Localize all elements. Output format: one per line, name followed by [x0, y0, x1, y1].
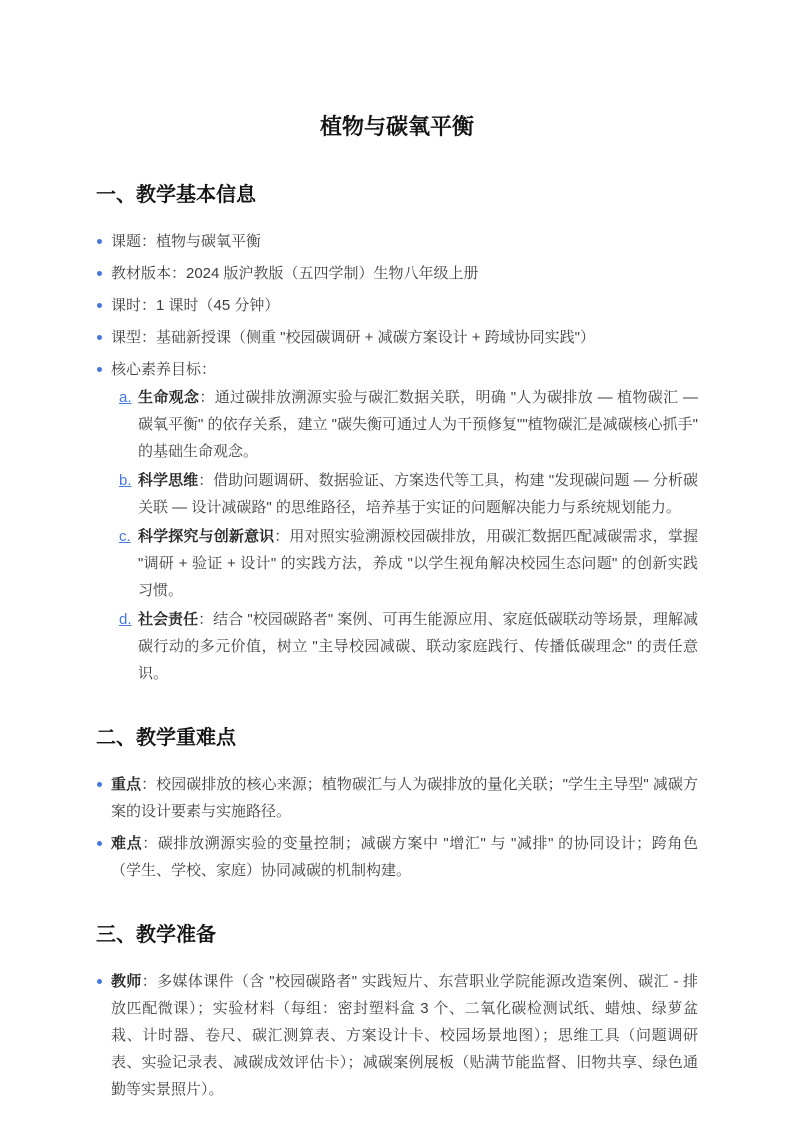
list-item-duration: [96, 292, 698, 319]
page-title: 植物与碳氧平衡: [319, 114, 474, 139]
list-item-text: 教材版本：2024 版沪教版（五四学制）生物八年级上册: [111, 265, 479, 282]
goal-marker: c.: [119, 528, 131, 545]
list-item-core-goals: [96, 356, 698, 687]
list-item-difficult-point: [96, 830, 698, 884]
core-goals-list: [111, 384, 698, 687]
list-item-text: 课时：1 课时（45 分钟）: [111, 297, 280, 314]
list-item-key-point: [96, 771, 698, 825]
item-text: ：碳排放溯源实验的变量控制；减碳方案中 "增汇" 与 "减排" 的协同设计；跨角色（学生、学校、家庭）协同减碳的机制构建。: [111, 835, 698, 879]
bullet-icon: [97, 979, 102, 984]
goal-marker: a.: [119, 389, 132, 406]
goal-marker: b.: [119, 472, 132, 489]
goal-item-life-concept: [111, 384, 698, 465]
bullet-icon: [97, 303, 102, 308]
bullet-icon: [97, 239, 102, 244]
basic-info-list: [96, 228, 698, 687]
list-item-text: 课型：基础新授课（侧重 "校园碳调研 + 减碳方案设计 + 跨域协同实践"）: [111, 329, 596, 346]
goal-label: 科学思维: [138, 472, 199, 489]
list-item-lesson-type: [96, 324, 698, 351]
item-text: ：多媒体课件（含 "校园碳路者" 实践短片、东营职业学院能源改造案例、碳汇 - 排放匹配微课）；实验材料（每组：密封塑料盒 3 个、二氧化碳检测试纸、蜡烛、绿萝盆栽、计时器、卷尺、碳汇测算表、方案设计卡、校园场景地图）；思维工具（问题调研表、实验记录表、减碳成效评估卡）；减碳案例展板（贴满节能监督、旧物共享、绿色通勤等实景照片）。: [111, 973, 698, 1098]
item-text: ：校园碳排放的核心来源；植物碳汇与人为碳排放的量化关联；"学生主导型" 减碳方案的设计要素与实施路径。: [111, 776, 698, 820]
bullet-icon: [97, 782, 102, 787]
goal-item-scientific-thinking: [111, 467, 698, 521]
goal-label: 科学探究与创新意识: [138, 528, 275, 545]
section-heading-key-difficult-points: 二、教学重难点: [96, 727, 236, 749]
goal-text: ：结合 "校园碳路者" 案例、可再生能源应用、家庭低碳联动等场景，理解减碳行动的多元价值，树立 "主导校园减碳、联动家庭践行、传播低碳理念" 的责任意识。: [138, 611, 698, 682]
bullet-icon: [97, 841, 102, 846]
list-item-text: 核心素养目标：: [111, 361, 217, 378]
list-item-teacher-preparation: [96, 968, 698, 1103]
goal-item-social-responsibility: [111, 606, 698, 687]
preparation-list: [96, 968, 698, 1103]
bullet-icon: [97, 367, 102, 372]
bullet-icon: [97, 271, 102, 276]
key-points-list: [96, 771, 698, 884]
list-item-topic: [96, 228, 698, 255]
goal-marker: d.: [119, 611, 132, 628]
goal-text: ：用对照实验溯源校园碳排放，用碳汇数据匹配减碳需求，掌握 "调研 + 验证 + 设计" 的实践方法，养成 "以学生视角解决校园生态问题" 的创新实践习惯。: [138, 528, 698, 599]
goal-item-inquiry-innovation: [111, 523, 698, 604]
list-item-textbook: [96, 260, 698, 287]
goal-label: 社会责任: [138, 611, 199, 628]
item-label: 教师: [111, 973, 142, 990]
bullet-icon: [97, 335, 102, 340]
section-heading-basic-info: 一、教学基本信息: [96, 184, 256, 206]
goal-label: 生命观念: [138, 389, 200, 406]
section-heading-preparation: 三、教学准备: [96, 924, 216, 946]
goal-text: ：借助问题调研、数据验证、方案迭代等工具，构建 "发现碳问题 — 分析碳关联 — 设计减碳路" 的思维路径，培养基于实证的问题解决能力与系统规划能力。: [138, 472, 698, 516]
item-label: 重点: [111, 776, 142, 793]
goal-text: ：通过碳排放溯源实验与碳汇数据关联，明确 "人为碳排放 — 植物碳汇 — 碳氧平衡" 的依存关系，建立 "碳失衡可通过人为干预修复""植物碳汇是减碳核心抓手" 的基础生命观念。: [138, 389, 698, 460]
item-label: 难点: [111, 835, 143, 852]
list-item-text: 课题：植物与碳氧平衡: [111, 233, 262, 250]
